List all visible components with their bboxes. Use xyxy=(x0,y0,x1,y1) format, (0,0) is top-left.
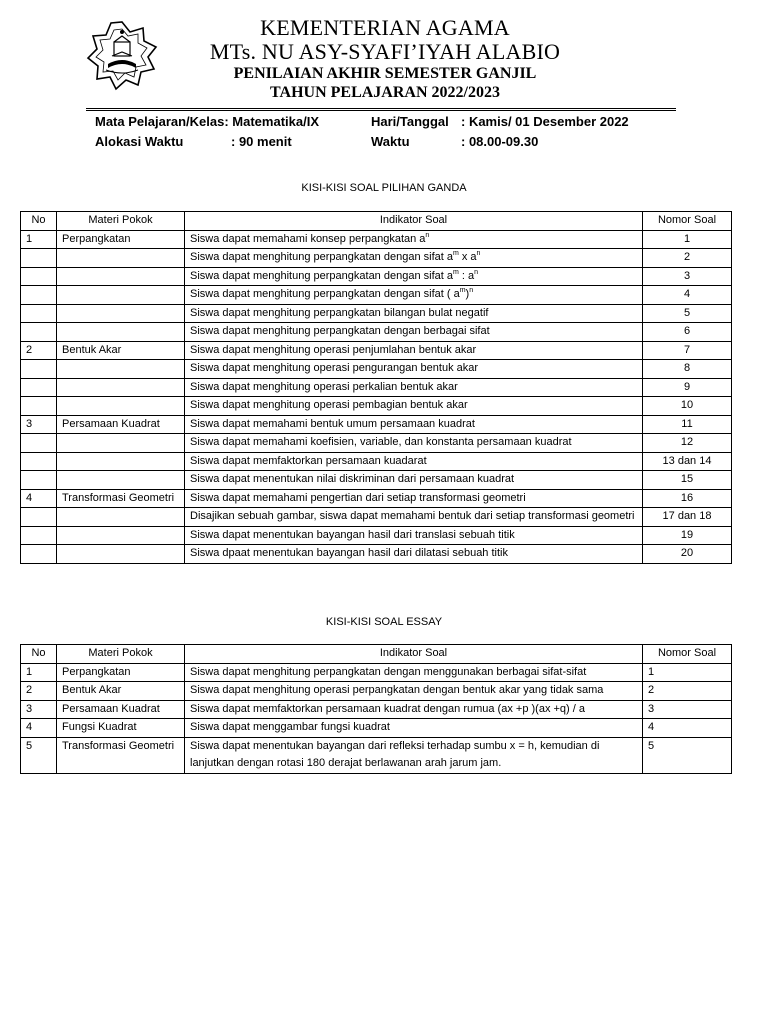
cell-indikator xyxy=(185,737,643,773)
cell-materi xyxy=(57,286,185,305)
cell-materi xyxy=(57,452,185,471)
cell-indikator xyxy=(185,378,643,397)
table-row xyxy=(21,700,732,719)
pg-grid-table xyxy=(20,211,732,564)
cell-no: 4 xyxy=(21,489,57,508)
cell-indikator xyxy=(185,545,643,564)
essay-section-title: KISI-KISI SOAL ESSAY xyxy=(325,616,443,628)
cell-materi xyxy=(57,267,185,286)
cell-no xyxy=(21,434,57,453)
cell-no: 2 xyxy=(21,682,57,701)
cell-no: 1 xyxy=(21,230,57,249)
cell-no xyxy=(21,526,57,545)
cell-indikator xyxy=(185,286,643,305)
indikator-text: Siswa dpaat menentukan bayangan hasil dari dilatasi sebuah titik xyxy=(190,547,508,559)
indikator-text: Siswa dapat menghitung perpangkatan dengan sifat a xyxy=(190,251,453,263)
header-rule-thin xyxy=(86,110,676,111)
cell-nomor: 4 xyxy=(643,719,732,738)
essay-grid-table xyxy=(20,644,732,774)
school-name: MTs. NU ASY-SYAFI’IYAH ALABIO xyxy=(209,39,561,64)
header-indikator: Indikator Soal xyxy=(185,645,643,664)
cell-no xyxy=(21,286,57,305)
indikator-text: Siswa dapat menghitung perpangkatan dengan menggunakan berbagai sifat-sifat xyxy=(190,665,587,678)
day-label: Hari/Tanggal xyxy=(371,114,449,129)
cell-nomor: 1 xyxy=(643,663,732,682)
day-value: : Kamis/ 01 Desember 2022 xyxy=(461,114,629,129)
kementerian-agama-emblem-icon xyxy=(86,20,158,92)
cell-no xyxy=(21,360,57,379)
cell-indikator xyxy=(185,360,643,379)
indikator-text: Siswa dapat memahami pengertian dari setiap transformasi geometri xyxy=(190,491,526,504)
cell-nomor: 20 xyxy=(643,545,732,564)
cell-indikator xyxy=(185,452,643,471)
cell-nomor: 10 xyxy=(643,397,732,416)
cell-nomor: 2 xyxy=(643,249,732,268)
table-row xyxy=(21,323,732,342)
indikator-text: Siswa dapat memfaktorkan persamaan kuadrat dengan rumua (ax +p )(ax +q) / a xyxy=(190,702,585,715)
cell-materi xyxy=(57,323,185,342)
cell-indikator xyxy=(185,304,643,323)
header-materi: Materi Pokok xyxy=(57,645,185,664)
indikator-text: Siswa dapat menghitung perpangkatan dengan sifat ( a xyxy=(190,288,460,300)
table-row xyxy=(21,434,732,453)
indikator-text: Siswa dapat menghitung operasi penjumlahan bentuk akar xyxy=(190,343,477,356)
cell-indikator xyxy=(185,249,643,268)
cell-materi xyxy=(57,434,185,453)
cell-nomor: 3 xyxy=(643,267,732,286)
table-row xyxy=(21,378,732,397)
cell-indikator xyxy=(185,397,643,416)
table-row xyxy=(21,545,732,564)
table-row xyxy=(21,489,732,508)
letterhead-titles xyxy=(150,16,620,102)
table-row xyxy=(21,508,732,527)
cell-indikator xyxy=(185,341,643,360)
indikator-text: Siswa dapat menentukan bayangan dari refleksi terhadap sumbu x = h, kemudian di lanjutkan dengan rotasi 180 derajat berlawanan arah jarum jam. xyxy=(190,739,600,769)
table-row xyxy=(21,415,732,434)
cell-no xyxy=(21,545,57,564)
cell-nomor: 12 xyxy=(643,434,732,453)
cell-indikator xyxy=(185,434,643,453)
indikator-tail: ) xyxy=(465,288,470,300)
indikator-text: Siswa dapat menentukan bayangan hasil dari translasi sebuah titik xyxy=(190,528,515,541)
time-allocation-label: Alokasi Waktu xyxy=(95,134,184,149)
table-row xyxy=(21,286,732,305)
cell-materi xyxy=(57,360,185,379)
cell-nomor: 16 xyxy=(643,489,732,508)
cell-nomor: 3 xyxy=(643,700,732,719)
cell-nomor: 1 xyxy=(643,230,732,249)
header-nomor: Nomor Soal xyxy=(643,645,732,664)
time-label: Waktu xyxy=(371,134,410,149)
indikator-text: Siswa dapat menentukan nilai diskriminan dari persamaan kuadrat xyxy=(190,473,515,485)
cell-nomor: 5 xyxy=(643,737,732,773)
header-no: No xyxy=(21,212,57,231)
cell-no xyxy=(21,452,57,471)
table-row xyxy=(21,737,732,773)
time-value: : 08.00-09.30 xyxy=(461,134,539,149)
table-row xyxy=(21,526,732,545)
cell-indikator xyxy=(185,682,643,701)
cell-no xyxy=(21,471,57,490)
table-row xyxy=(21,663,732,682)
cell-no: 3 xyxy=(21,415,57,434)
cell-nomor: 11 xyxy=(643,415,732,434)
time-allocation-value: : 90 menit xyxy=(231,134,292,149)
cell-materi: Persamaan Kuadrat xyxy=(57,415,185,434)
cell-materi xyxy=(57,545,185,564)
cell-nomor: 7 xyxy=(643,341,732,360)
cell-materi: Transformasi Geometri xyxy=(57,737,185,773)
table-row xyxy=(21,471,732,490)
table-row xyxy=(21,360,732,379)
cell-nomor: 9 xyxy=(643,378,732,397)
cell-materi: Fungsi Kuadrat xyxy=(57,719,185,738)
cell-no xyxy=(21,249,57,268)
indikator-text: Siswa dapat memahami koefisien, variable, dan konstanta persamaan kuadrat xyxy=(190,436,572,448)
table-row xyxy=(21,397,732,416)
cell-materi xyxy=(57,526,185,545)
cell-indikator xyxy=(185,267,643,286)
cell-indikator xyxy=(185,415,643,434)
exponent: n xyxy=(476,250,481,257)
cell-no xyxy=(21,397,57,416)
cell-no: 4 xyxy=(21,719,57,738)
cell-materi: Bentuk Akar xyxy=(57,682,185,701)
cell-indikator xyxy=(185,471,643,490)
table-row xyxy=(21,249,732,268)
cell-indikator xyxy=(185,700,643,719)
table-row xyxy=(21,230,732,249)
header-nomor: Nomor Soal xyxy=(643,212,732,231)
cell-materi xyxy=(57,378,185,397)
indikator-text: Siswa dapat menghitung operasi perpangkatan dengan bentuk akar yang tidak sama xyxy=(190,684,604,696)
exponent: n xyxy=(425,231,430,239)
exponent: n xyxy=(474,268,479,276)
cell-materi: Perpangkatan xyxy=(57,663,185,682)
cell-nomor: 2 xyxy=(643,682,732,701)
indikator-text: Siswa dapat menghitung perpangkatan bilangan bulat negatif xyxy=(190,306,489,319)
table-row xyxy=(21,304,732,323)
cell-no xyxy=(21,267,57,286)
cell-nomor: 4 xyxy=(643,286,732,305)
table-row xyxy=(21,452,732,471)
letterhead xyxy=(0,0,768,112)
academic-year: TAHUN PELAJARAN 2022/2023 xyxy=(270,84,500,101)
indikator-text: Siswa dapat menghitung operasi perkalian bentuk akar xyxy=(190,380,458,393)
indikator-text: Siswa dapat memahami konsep perpangkatan a xyxy=(190,232,426,245)
cell-materi: Transformasi Geometri xyxy=(57,489,185,508)
indikator-text: Siswa dapat menghitung operasi pembagian bentuk akar xyxy=(190,399,468,411)
cell-no xyxy=(21,304,57,323)
cell-no xyxy=(21,323,57,342)
subject-class: Mata Pelajaran/Kelas: Matematika/IX xyxy=(95,114,319,129)
cell-materi: Bentuk Akar xyxy=(57,341,185,360)
pg-section-title: KISI-KISI SOAL PILIHAN GANDA xyxy=(301,182,467,194)
indikator-text: Siswa dapat menghitung operasi pengurangan bentuk akar xyxy=(190,362,479,374)
exponent: m xyxy=(452,250,459,257)
table-row xyxy=(21,341,732,360)
table-header-row xyxy=(21,212,732,231)
cell-no: 1 xyxy=(21,663,57,682)
cell-indikator xyxy=(185,663,643,682)
cell-materi: Persamaan Kuadrat xyxy=(57,700,185,719)
header-no: No xyxy=(21,645,57,664)
indikator-text: Disajikan sebuah gambar, siswa dapat memahami bentuk dari setiap transformasi geometri xyxy=(190,510,635,522)
cell-materi xyxy=(57,397,185,416)
cell-materi xyxy=(57,471,185,490)
indikator-text: Siswa dapat memahami bentuk umum persamaan kuadrat xyxy=(190,417,475,430)
header-indikator: Indikator Soal xyxy=(185,212,643,231)
cell-indikator xyxy=(185,508,643,527)
cell-indikator xyxy=(185,230,643,249)
header-rule xyxy=(86,108,676,109)
exam-name: PENILAIAN AKHIR SEMESTER GANJIL xyxy=(233,65,537,82)
cell-materi: Perpangkatan xyxy=(57,230,185,249)
cell-nomor: 15 xyxy=(643,471,732,490)
cell-indikator xyxy=(185,323,643,342)
table-header-row xyxy=(21,645,732,664)
table-row xyxy=(21,682,732,701)
cell-indikator xyxy=(185,526,643,545)
cell-no xyxy=(21,508,57,527)
cell-no: 5 xyxy=(21,737,57,773)
ministry-name: KEMENTERIAN AGAMA xyxy=(260,15,510,40)
exponent: n xyxy=(469,287,474,294)
indikator-text: Siswa dapat memfaktorkan persamaan kuadarat xyxy=(190,454,427,467)
exponent: m xyxy=(459,287,466,294)
cell-nomor: 8 xyxy=(643,360,732,379)
cell-nomor: 6 xyxy=(643,323,732,342)
cell-indikator xyxy=(185,719,643,738)
indikator-text: Siswa dapat menghitung perpangkatan dengan berbagai sifat xyxy=(190,325,490,337)
cell-nomor: 19 xyxy=(643,526,732,545)
header-materi: Materi Pokok xyxy=(57,212,185,231)
exponent: m xyxy=(452,268,459,276)
cell-no: 2 xyxy=(21,341,57,360)
cell-materi xyxy=(57,249,185,268)
table-row xyxy=(21,267,732,286)
cell-nomor: 5 xyxy=(643,304,732,323)
cell-nomor: 13 dan 14 xyxy=(643,452,732,471)
cell-materi xyxy=(57,304,185,323)
cell-materi xyxy=(57,508,185,527)
table-row xyxy=(21,719,732,738)
cell-no xyxy=(21,378,57,397)
cell-indikator xyxy=(185,489,643,508)
indikator-text: Siswa dapat menggambar fungsi kuadrat xyxy=(190,721,390,733)
indikator-tail: : a xyxy=(458,269,475,282)
cell-no: 3 xyxy=(21,700,57,719)
indikator-tail: x a xyxy=(458,251,477,263)
indikator-text: Siswa dapat menghitung perpangkatan dengan sifat a xyxy=(190,269,453,282)
cell-nomor: 17 dan 18 xyxy=(643,508,732,527)
